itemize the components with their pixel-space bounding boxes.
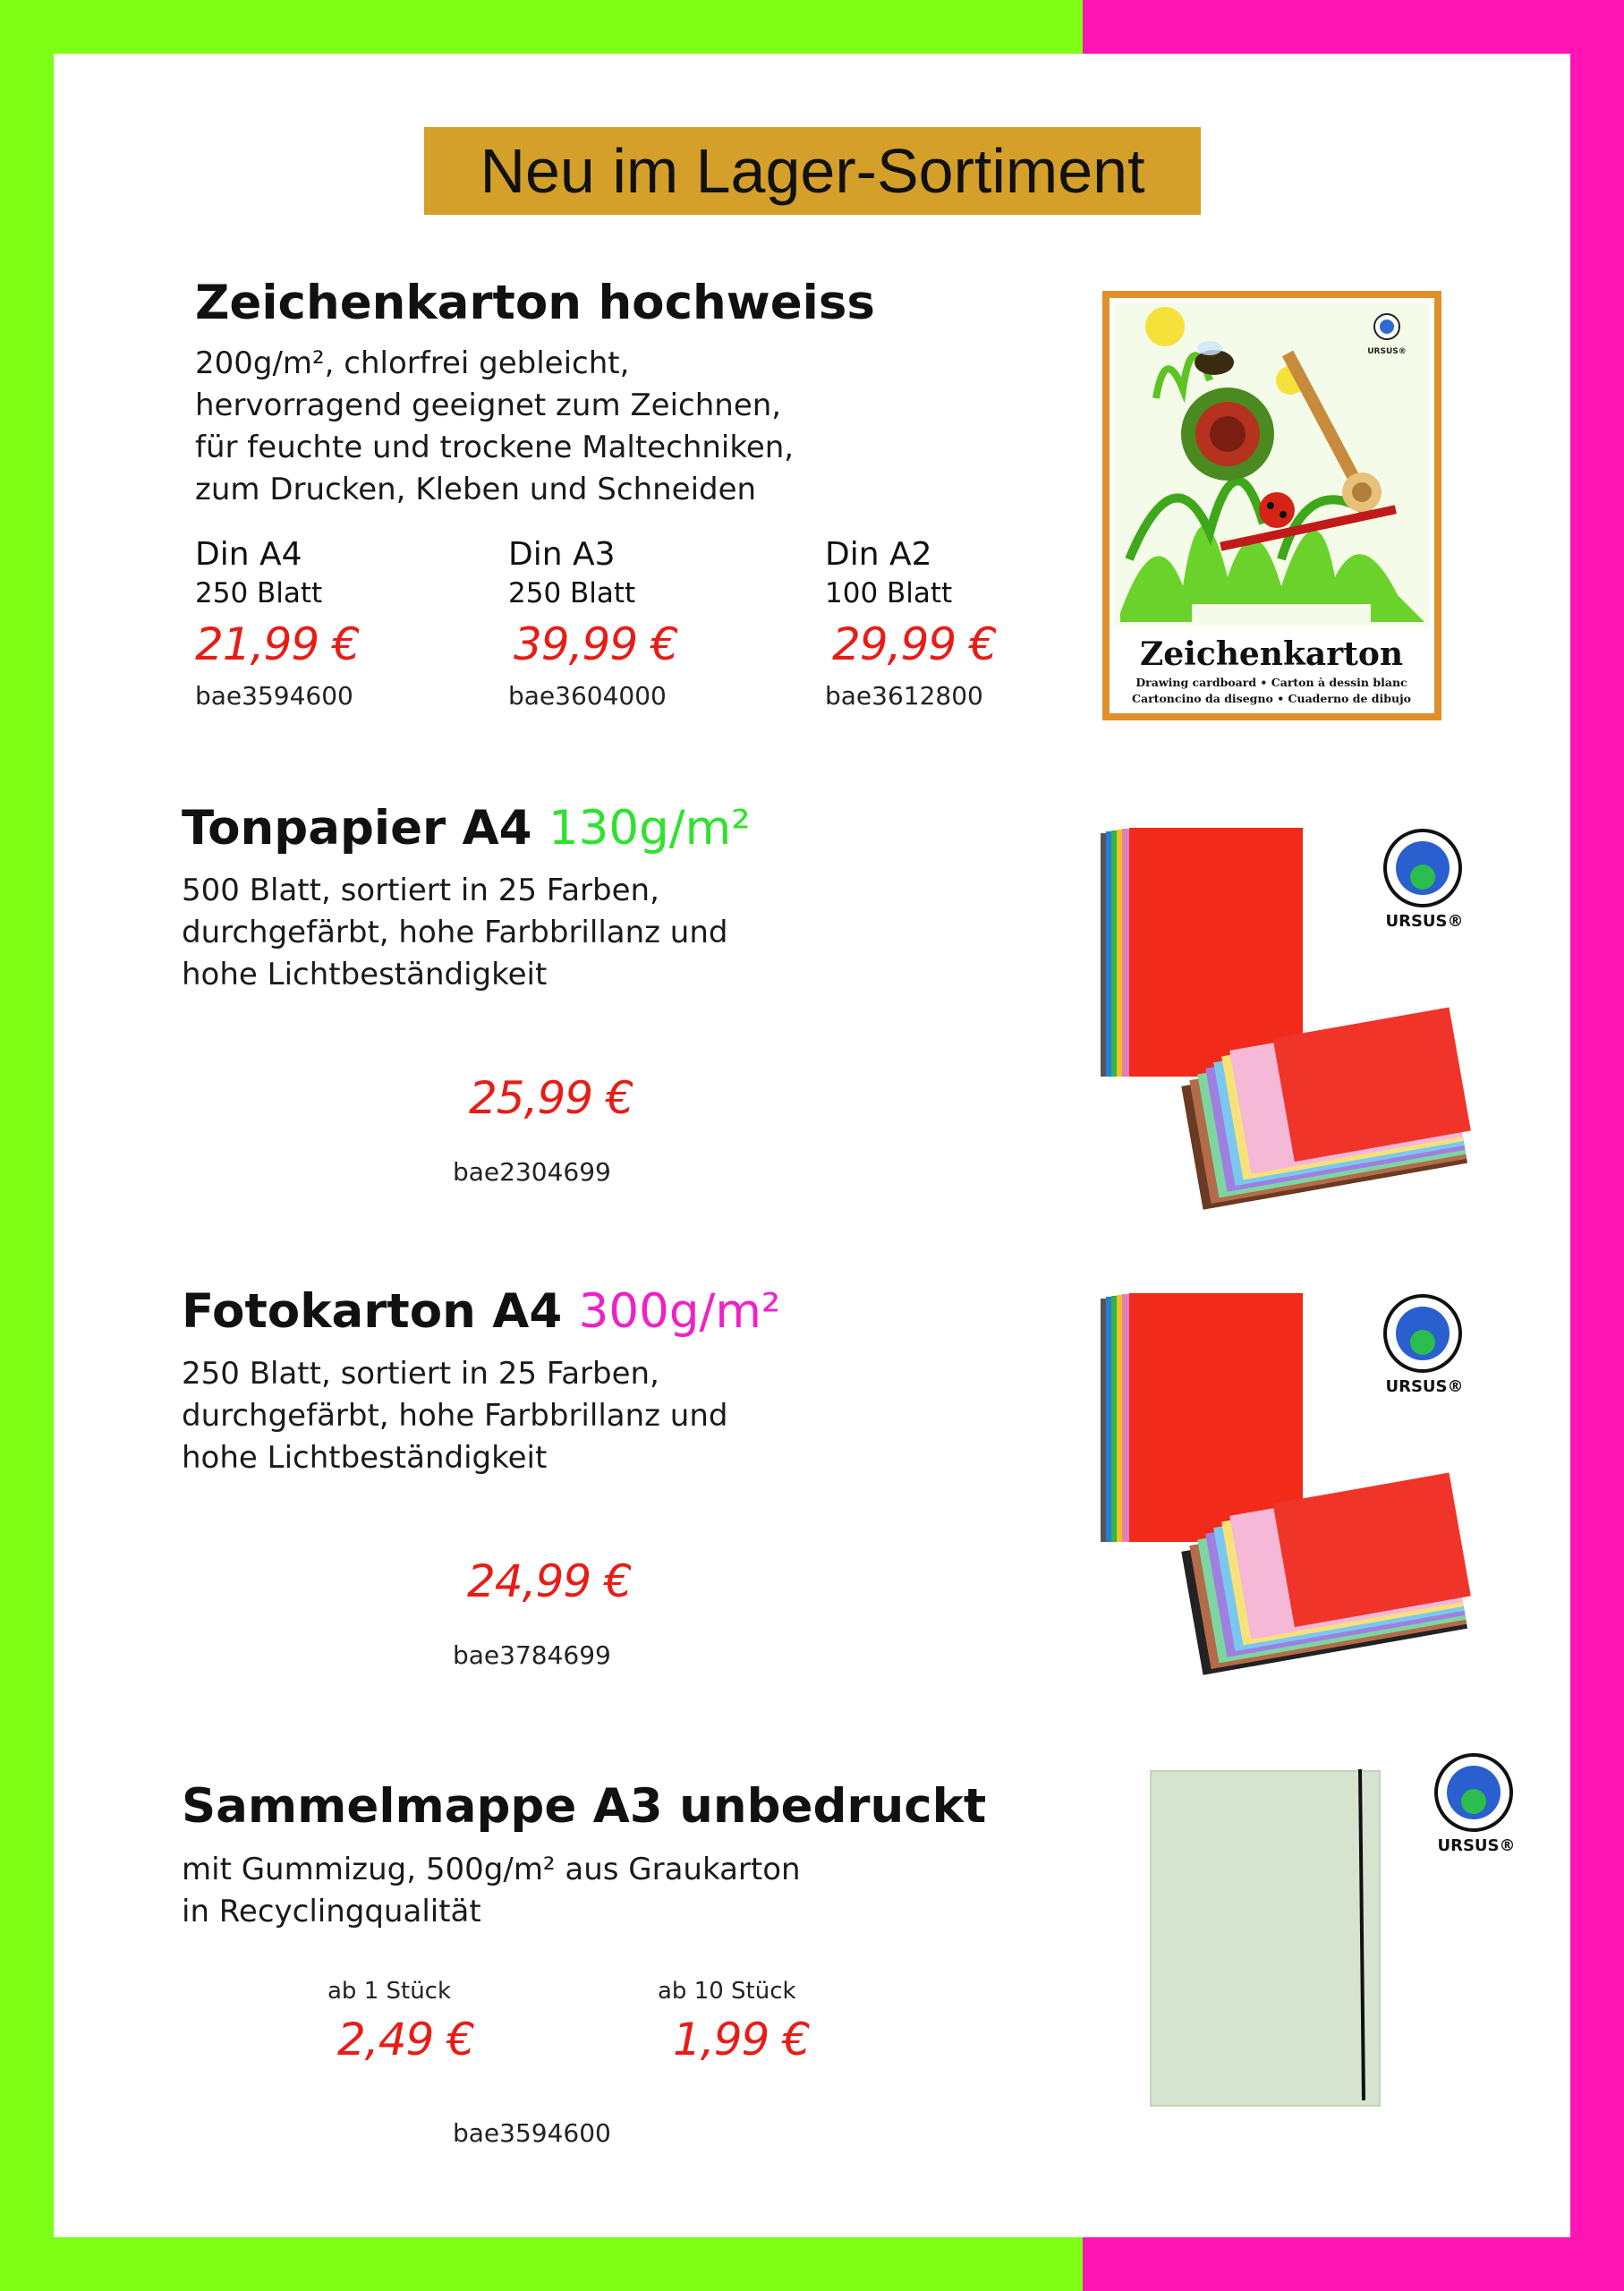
description-line: durchgefärbt, hohe Farbbrillanz und [182,915,728,950]
product-price: 24,99 € [467,1555,632,1607]
variant-sheets: 250 Blatt [508,577,636,609]
description-line: hohe Lichtbeständigkeit [182,1440,548,1476]
product-description-zeichenkarton [195,343,794,511]
variant-price: 29,99 € [832,618,997,670]
ursus-logo: URSUS® [1385,1377,1464,1396]
tier-quantity: ab 1 Stück [327,1978,452,2005]
variant-din-a4 [195,534,463,711]
drawing-pad-cover-art [1102,291,1441,720]
variant-code: bae3612800 [825,681,983,711]
ursus-logo: URSUS® [1385,912,1464,931]
variant-price: 21,99 € [195,618,360,670]
tier-price: 2,49 € [337,2014,475,2065]
description-line: 250 Blatt, sortiert in 25 Farben, [182,1356,659,1392]
product-code: bae3594600 [453,2118,611,2148]
paper-stack-art [1101,828,1476,1213]
description-line: zum Drucken, Kleben und Schneiden [195,472,757,507]
variant-sheets: 250 Blatt [195,577,323,609]
description-line: durchgefärbt, hohe Farbbrillanz und [182,1398,728,1434]
colored-paper-stack-icon [1101,828,1476,1213]
product-title-tonpapier: Tonpapier A4 130g/m² [182,801,751,856]
variant-code: bae3604000 [508,681,667,711]
product-weight: 300g/m² [578,1284,781,1339]
description-line: in Recyclingqualität [182,1894,481,1929]
folder-art [1145,1750,1521,2108]
drawing-pad-cover-icon [1102,291,1441,720]
product-price: 25,99 € [469,1072,633,1124]
cardboard-stack-art [1101,1293,1476,1678]
variant-code: bae3594600 [195,681,353,711]
page-title-banner [424,127,1201,215]
product-description-sammelmappe [182,1849,801,1933]
ursus-logo: URSUS® [1437,1836,1516,1855]
product-weight: 130g/m² [548,801,751,856]
variant-price: 39,99 € [514,618,678,670]
product-code: bae2304699 [453,1157,611,1187]
product-description-tonpapier [182,870,728,996]
product-title-fotokarton: Fotokarton A4 300g/m² [182,1284,781,1339]
description-line: hervorragend geeignet zum Zeichnen, [195,388,782,423]
cover-subtitle: Cartoncino da disegno • Cuaderno de dibujo [1132,692,1411,705]
colored-cardboard-stack-icon [1101,1293,1476,1678]
portfolio-folder-icon [1145,1750,1521,2108]
variant-format: Din A2 [825,536,932,573]
description-line: für feuchte und trockene Maltechniken, [195,430,795,465]
cover-title: Zeichenkarton [1139,635,1404,673]
variant-format: Din A4 [195,536,302,573]
product-description-fotokarton [182,1353,728,1479]
description-line: mit Gummizug, 500g/m² aus Graukarton [182,1852,801,1887]
description-line: hohe Lichtbeständigkeit [182,957,548,992]
product-code: bae3784699 [453,1640,611,1670]
tier-price: 1,99 € [673,2014,811,2065]
variant-sheets: 100 Blatt [825,577,953,609]
variant-din-a2 [825,534,1093,711]
variant-din-a3 [508,534,777,711]
cover-brand: URSUS® [1367,347,1407,356]
description-line: 500 Blatt, sortiert in 25 Farben, [182,873,659,908]
tier-quantity: ab 10 Stück [658,1978,796,2005]
variant-format: Din A3 [508,536,616,573]
product-title-zeichenkarton: Zeichenkarton hochweiss [195,276,875,330]
page-title: Neu im Lager-Sortiment [480,136,1145,206]
product-title-sammelmappe: Sammelmappe A3 unbedruckt [182,1779,987,1834]
description-line: 200g/m², chlorfrei gebleicht, [195,345,630,381]
cover-subtitle: Drawing cardboard • Carton à dessin blanc [1135,676,1407,689]
